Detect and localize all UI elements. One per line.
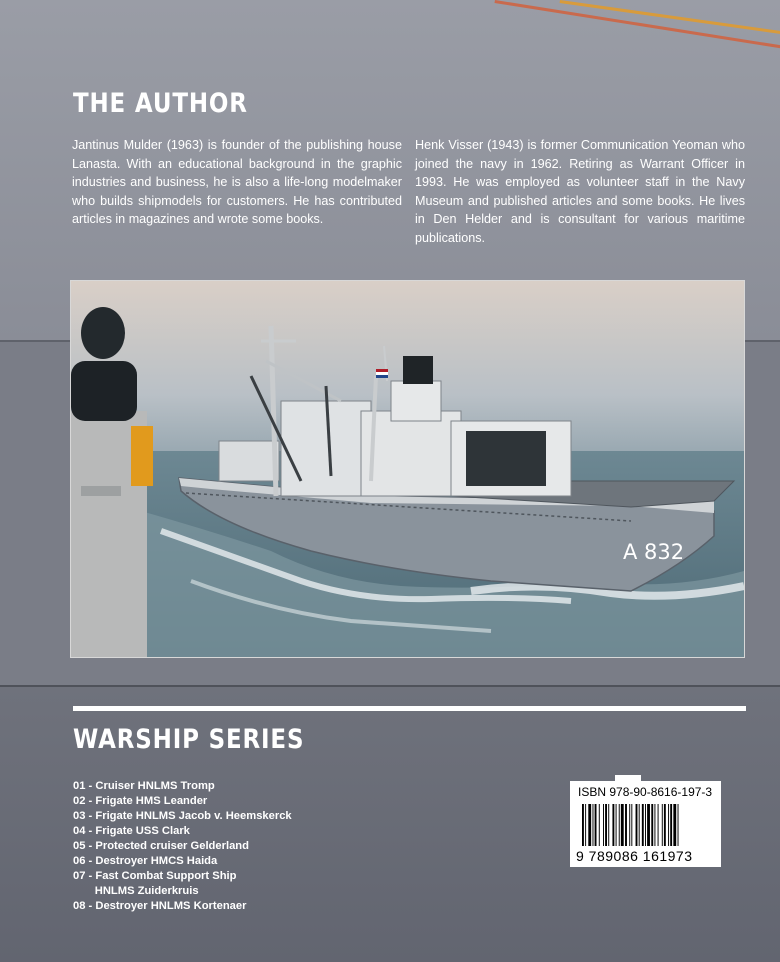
- series-item: 06 - Destroyer HMCS Haida: [73, 855, 218, 867]
- barcode-bar: [662, 804, 663, 846]
- ship-photo: [70, 280, 745, 658]
- isbn-label: ISBN 978-90-8616-197-3: [578, 785, 713, 799]
- barcode-bar: [654, 804, 655, 846]
- barcode-bar: [658, 804, 659, 846]
- series-heading: WARSHIP SERIES: [73, 724, 305, 755]
- bio-henk-visser: Henk Visser (1943) is former Communication Yeoman who joined the navy in 1962. Retiring as Warrant Officer in 1993. He was employed as volunteer staff in the Navy Museum and published articles and some books. He lives in Den Helder and is consultant for various maritime publications.: [415, 138, 745, 245]
- barcode-bar: [585, 804, 586, 846]
- section-divider: [73, 706, 746, 711]
- barcode-bar: [619, 804, 620, 846]
- barcode-bar: [645, 804, 646, 846]
- series-item: 02 - Frigate HMS Leander: [73, 795, 208, 807]
- barcode: [582, 804, 710, 846]
- isbn-barcode-box: [570, 781, 721, 867]
- series-list: [73, 779, 292, 914]
- barcode-bar: [647, 804, 650, 846]
- barcode-bar: [621, 804, 624, 846]
- barcode-bar: [629, 804, 630, 846]
- barcode-bar: [595, 804, 597, 846]
- barcode-bar: [608, 804, 609, 846]
- ship-illustration: [71, 281, 744, 657]
- hull-number: A 832: [623, 540, 685, 564]
- series-item: 03 - Frigate HNLMS Jacob v. Heemskerck: [73, 810, 292, 822]
- barcode-bar: [625, 804, 627, 846]
- barcode-bar: [639, 804, 640, 846]
- series-item: 05 - Protected cruiser Gelderland: [73, 840, 249, 852]
- barcode-bar: [651, 804, 653, 846]
- series-item: HNLMS Zuiderkruis: [73, 885, 199, 897]
- barcode-bar: [582, 804, 584, 846]
- barcode-bar: [588, 804, 591, 846]
- barcode-bar: [593, 804, 594, 846]
- barcode-bar: [603, 804, 604, 846]
- barcode-bar: [664, 804, 666, 846]
- barcode-bar: [605, 804, 607, 846]
- series-item: 04 - Frigate USS Clark: [73, 825, 190, 837]
- barcode-bar: [599, 804, 600, 846]
- series-item: 08 - Destroyer HNLMS Kortenaer: [73, 900, 247, 912]
- isbn-digits: 9 789086 161973: [576, 848, 693, 864]
- series-item: 07 - Fast Combat Support Ship: [73, 870, 237, 882]
- barcode-bar: [673, 804, 676, 846]
- barcode-bar: [670, 804, 672, 846]
- barcode-bar: [636, 804, 638, 846]
- barcode-bar: [612, 804, 614, 846]
- bio-jantinus-mulder: Jantinus Mulder (1963) is founder of the publishing house Lanasta. With an educational background in the graphic industries and business, he is also a life-long modelmaker who builds shipmodels for customers. He has contributed articles in magazines and wrote some books.: [72, 138, 402, 226]
- author-heading: THE AUTHOR: [73, 88, 248, 119]
- barcode-bar: [678, 804, 679, 846]
- series-item: 01 - Cruiser HNLMS Tromp: [73, 780, 215, 792]
- barcode-bar: [631, 804, 632, 846]
- barcode-bar: [642, 804, 644, 846]
- barcode-bar: [616, 804, 617, 846]
- barcode-bar: [668, 804, 669, 846]
